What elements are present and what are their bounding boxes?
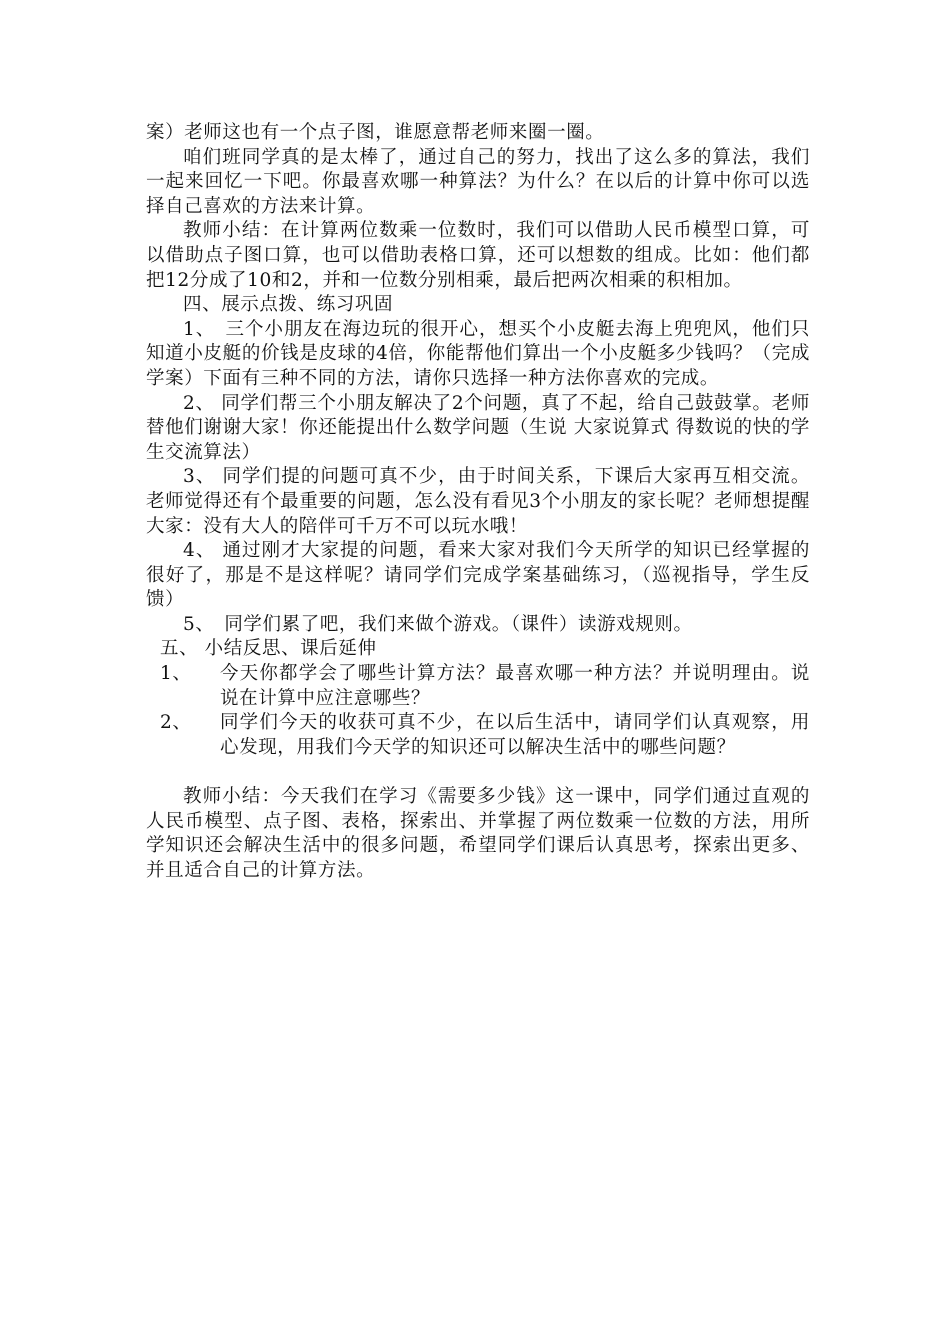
paragraph-teacher-summary: 教师小结：在计算两位数乘一位数时，我们可以借助人民币模型口算，可以借助点子图口算，也可以借助表格口算，还可以想数的组成。比如：他们都把12分成了10和2，并和一位数分别相乘，最后把两次相乘的积相加。 xyxy=(146,220,810,291)
section-4-heading: 四、展示点拨、练习巩固 xyxy=(183,294,394,316)
paragraph-recall-methods: 咱们班同学真的是太棒了，通过自己的努力，找出了这么多的算法，我们一起来回忆一下吧。你最喜欢哪一种算法？为什么？在以后的计算中你可以选择自己喜欢的方法来计算。 xyxy=(146,146,810,217)
paragraph-continuation: 案）老师这也有一个点子图，谁愿意帮老师来圈一圈。 xyxy=(146,122,605,143)
list-item-text: 今天你都学会了哪些计算方法？最喜欢哪一种方法？并说明理由。说说在计算中应注意哪些？ xyxy=(220,663,810,709)
paragraph-item-2: 2、 同学们帮三个小朋友解决了2个问题，真了不起，给自己鼓鼓掌。老师替他们谢谢大家！你还能提出什么数学问题（生说 大家说算式 得数说的快的学生交流算法） xyxy=(146,392,810,463)
list-item-number: 2、 xyxy=(160,712,192,734)
blank-line xyxy=(146,760,810,785)
document-body xyxy=(146,121,810,883)
paragraph-item-3: 3、 同学们提的问题可真不少，由于时间关系，下课后大家再互相交流。老师觉得还有个最重要的问题，怎么没有看见3个小朋友的家长呢？老师想提醒大家：没有大人的陪伴可千万不可以玩水哦！ xyxy=(146,466,810,537)
list-item xyxy=(146,662,810,711)
section-5-heading: 五、 小结反思、课后延伸 xyxy=(160,638,377,660)
list-item-text: 同学们今天的收获可真不少，在以后生活中，请同学们认真观察，用心发现，用我们今天学的知识还可以解决生活中的哪些问题？ xyxy=(220,712,810,758)
list-item-number: 1、 xyxy=(160,663,192,685)
paragraph-item-5: 5、 同学们累了吧，我们来做个游戏。（课件）读游戏规则。 xyxy=(183,613,693,635)
paragraph-final-summary: 教师小结：今天我们在学习《需要多少钱》这一课中，同学们通过直观的人民币模型、点子图、表格，探索出、并掌握了两位数乘一位数的方法，用所学知识还会解决生活中的很多问题，希望同学们课后认真思考，探索出更多、并且适合自己的计算方法。 xyxy=(146,786,810,881)
paragraph-item-1: 1、 三个小朋友在海边玩的很开心，想买个小皮艇去海上兜兜风，他们只知道小皮艇的价钱是皮球的4倍，你能帮他们算出一个小皮艇多少钱吗？（完成学案）下面有三种不同的方法，请你只选择一种方法你喜欢的完成。 xyxy=(146,318,810,389)
paragraph-item-4: 4、 通过刚才大家提的问题，看来大家对我们今天所学的知识已经掌握的很好了，那是不是这样呢？请同学们完成学案基础练习，（巡视指导，学生反馈） xyxy=(146,540,810,611)
list-item xyxy=(146,711,810,760)
